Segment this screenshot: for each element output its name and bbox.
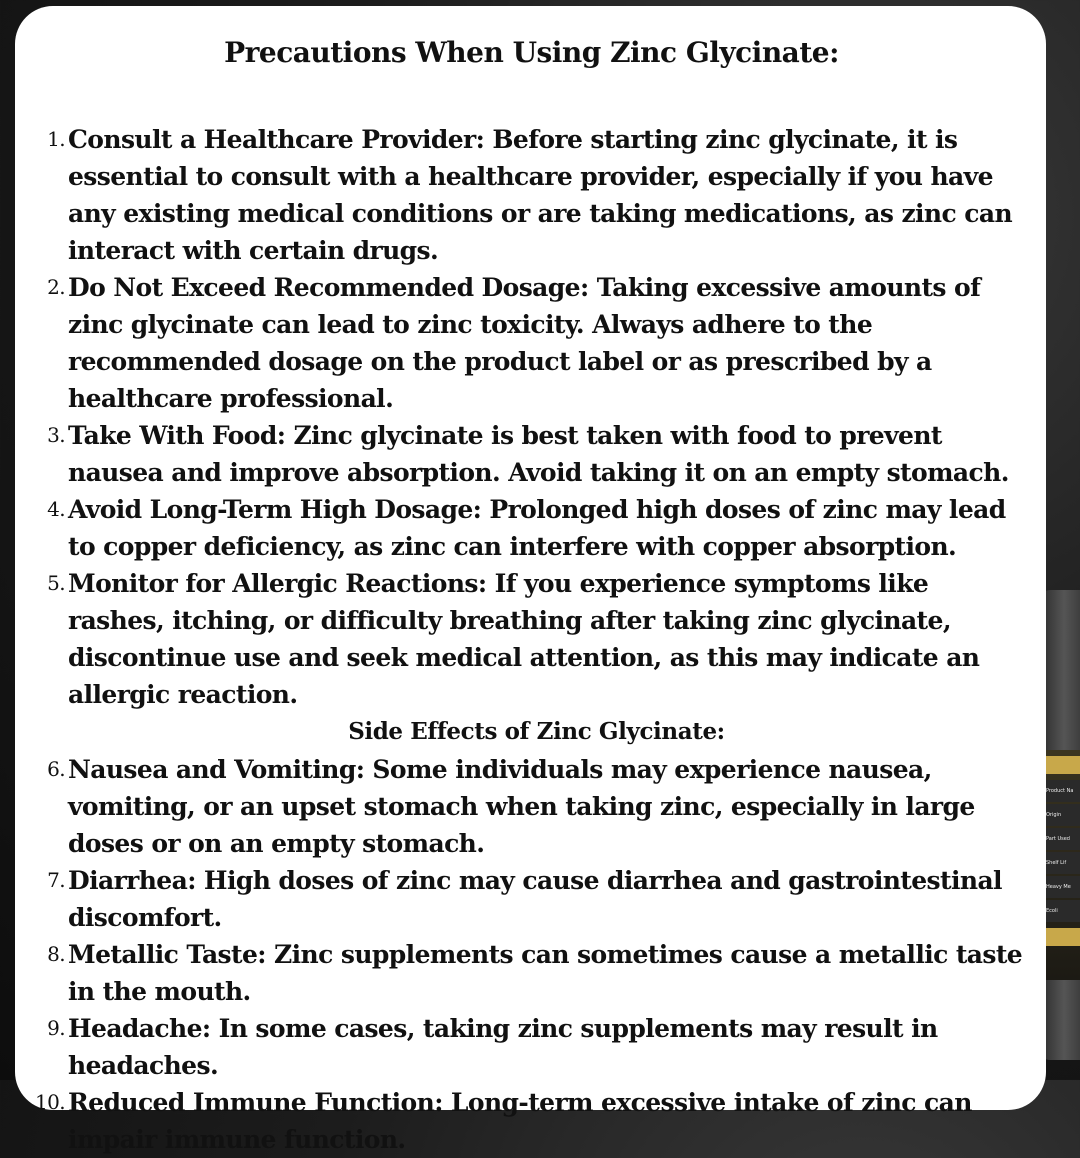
list-item (15, 417, 1028, 491)
item-number: 7. (47, 868, 65, 892)
list-item (15, 862, 1028, 936)
list-item (15, 751, 1028, 862)
bottle-label-row: Shelf Lif (1040, 852, 1080, 874)
bottle-label-row: Heavy Me (1040, 876, 1080, 898)
item-number: 9. (47, 1016, 65, 1040)
list-item (15, 121, 1028, 269)
item-number: 2. (47, 275, 65, 299)
item-number: 1. (47, 127, 65, 151)
item-text: Metallic Taste: Zinc supplements can sometimes cause a metallic taste in the mouth. (68, 940, 1023, 1006)
item-number: 4. (47, 497, 65, 521)
side-effects-heading: Side Effects of Zinc Glycinate: (348, 718, 725, 745)
item-text: Nausea and Vomiting: Some individuals may experience nausea, vomiting, or an upset stomach when taking zinc, especially in large doses or on an empty stomach. (68, 755, 975, 858)
item-number: 3. (47, 423, 65, 447)
content-card (15, 6, 1046, 1154)
list-item (15, 269, 1028, 417)
item-text: Monitor for Allergic Reactions: If you experience symptoms like rashes, itching, or difficulty breathing after taking zinc glycinate, discontinue use and seek medical attention, as this may indicate an allergic reaction. (68, 569, 980, 709)
item-text: Avoid Long-Term High Dosage: Prolonged high doses of zinc may lead to copper deficiency, as zinc can interfere with copper absorption. (68, 495, 1006, 561)
bottle-label-row: Part Used (1040, 828, 1080, 850)
item-text: Consult a Healthcare Provider: Before starting zinc glycinate, it is essential to consult with a healthcare provider, especially if you have any existing medical conditions or are taking medications, as zinc can interact with certain drugs. (68, 125, 1013, 265)
bottle-label-band (1040, 928, 1080, 946)
item-number: 10. (34, 1090, 65, 1114)
item-text: Headache: In some cases, taking zinc supplements may result in headaches. (68, 1014, 938, 1080)
list-item (15, 1010, 1028, 1084)
side-effects-list (15, 751, 1028, 1158)
item-number: 6. (47, 757, 65, 781)
list-item (15, 936, 1028, 1010)
list-item (15, 565, 1028, 713)
product-bottle (1040, 590, 1080, 1060)
precautions-list (15, 121, 1028, 713)
bottle-label-band (1040, 756, 1080, 774)
item-text: Diarrhea: High doses of zinc may cause diarrhea and gastrointestinal discomfort. (68, 866, 1002, 932)
item-text: Reduced Immune Function: Long-term excessive intake of zinc can impair immune function. (68, 1088, 972, 1154)
page-title: Precautions When Using Zinc Glycinate: (224, 36, 839, 69)
item-number: 8. (47, 942, 65, 966)
item-text: Take With Food: Zinc glycinate is best taken with food to prevent nausea and improve absorption. Avoid taking it on an empty stomach. (68, 421, 1009, 487)
item-number: 5. (47, 571, 65, 595)
list-item (15, 1084, 1028, 1158)
list-item (15, 491, 1028, 565)
item-text: Do Not Exceed Recommended Dosage: Taking excessive amounts of zinc glycinate can lead to zinc toxicity. Always adhere to the recommended dosage on the product label or as prescribed by a healthcare professional. (68, 273, 981, 413)
bottle-label-row: Ecoli (1040, 900, 1080, 922)
bottle-label-row: Product Na (1040, 780, 1080, 802)
bottle-label (1040, 750, 1080, 980)
bottle-label-row: Origin (1040, 804, 1080, 826)
